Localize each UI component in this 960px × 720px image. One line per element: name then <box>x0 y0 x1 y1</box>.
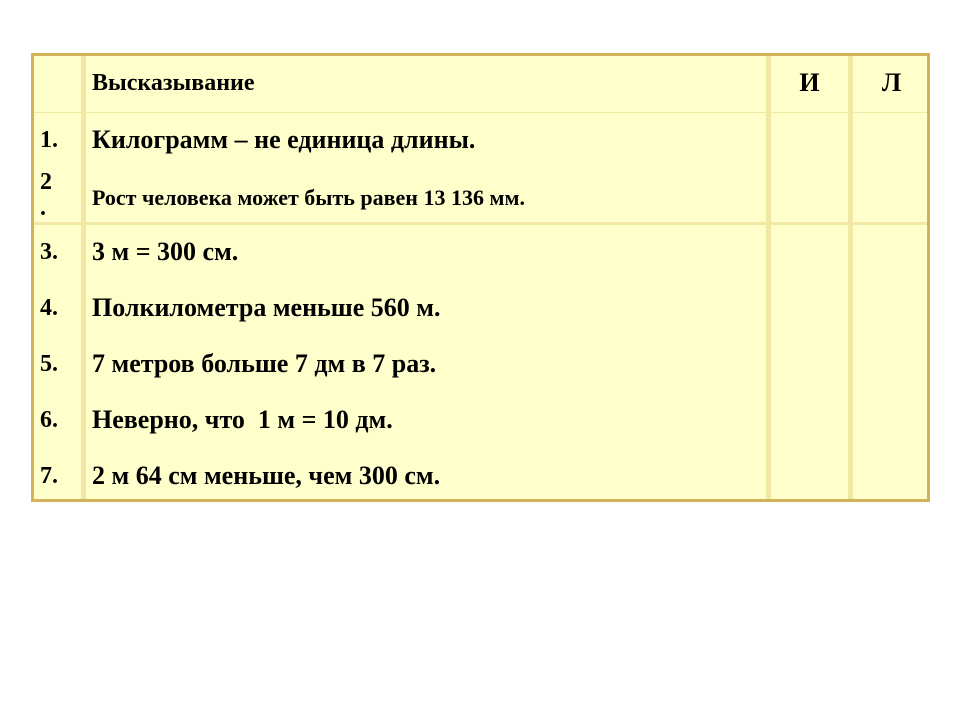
false-answer-cell[interactable] <box>853 393 930 449</box>
false-answer-cell[interactable] <box>853 113 930 169</box>
false-answer-cell[interactable] <box>853 281 930 337</box>
false-answer-cell[interactable] <box>853 337 930 393</box>
true-answer-cell[interactable] <box>771 225 848 281</box>
row-statement: Килограмм – не единица длины. <box>86 113 766 169</box>
row-number: 7. <box>34 449 81 499</box>
header-false-cell: Л <box>853 56 930 112</box>
false-answer-cell[interactable] <box>853 169 930 222</box>
table-row <box>34 337 927 393</box>
true-answer-cell[interactable] <box>771 449 848 499</box>
row-statement: 3 м = 300 см. <box>86 225 766 281</box>
true-answer-cell[interactable] <box>771 393 848 449</box>
table-row <box>34 113 927 169</box>
table-row <box>34 169 927 222</box>
table-header-row <box>34 56 927 112</box>
header-number-cell <box>34 56 81 112</box>
table-row <box>34 393 927 449</box>
row-statement: Рост человека может быть равен 13 136 мм. <box>86 169 766 222</box>
row-number: 5. <box>34 337 81 393</box>
row-statement: 7 метров больше 7 дм в 7 раз. <box>86 337 766 393</box>
row-number: 1. <box>34 113 81 169</box>
false-answer-cell[interactable] <box>853 449 930 499</box>
row-number: 3. <box>34 225 81 281</box>
true-answer-cell[interactable] <box>771 337 848 393</box>
true-answer-cell[interactable] <box>771 281 848 337</box>
true-answer-cell[interactable] <box>771 169 848 222</box>
table-row <box>34 449 927 499</box>
statements-table <box>31 53 930 502</box>
table-row <box>34 225 927 281</box>
row-statement: Неверно, что 1 м = 10 дм. <box>86 393 766 449</box>
row-statement: Полкилометра меньше 560 м. <box>86 281 766 337</box>
false-answer-cell[interactable] <box>853 225 930 281</box>
row-number: 6. <box>34 393 81 449</box>
header-statement-cell: Высказывание <box>86 56 766 112</box>
header-true-cell: И <box>771 56 848 112</box>
row-statement: 2 м 64 см меньше, чем 300 см. <box>86 449 766 499</box>
table-row <box>34 281 927 337</box>
row-number <box>34 169 81 222</box>
true-answer-cell[interactable] <box>771 113 848 169</box>
row-number-dot: . <box>40 195 46 221</box>
row-number-digit: 2 <box>40 169 52 195</box>
row-number: 4. <box>34 281 81 337</box>
